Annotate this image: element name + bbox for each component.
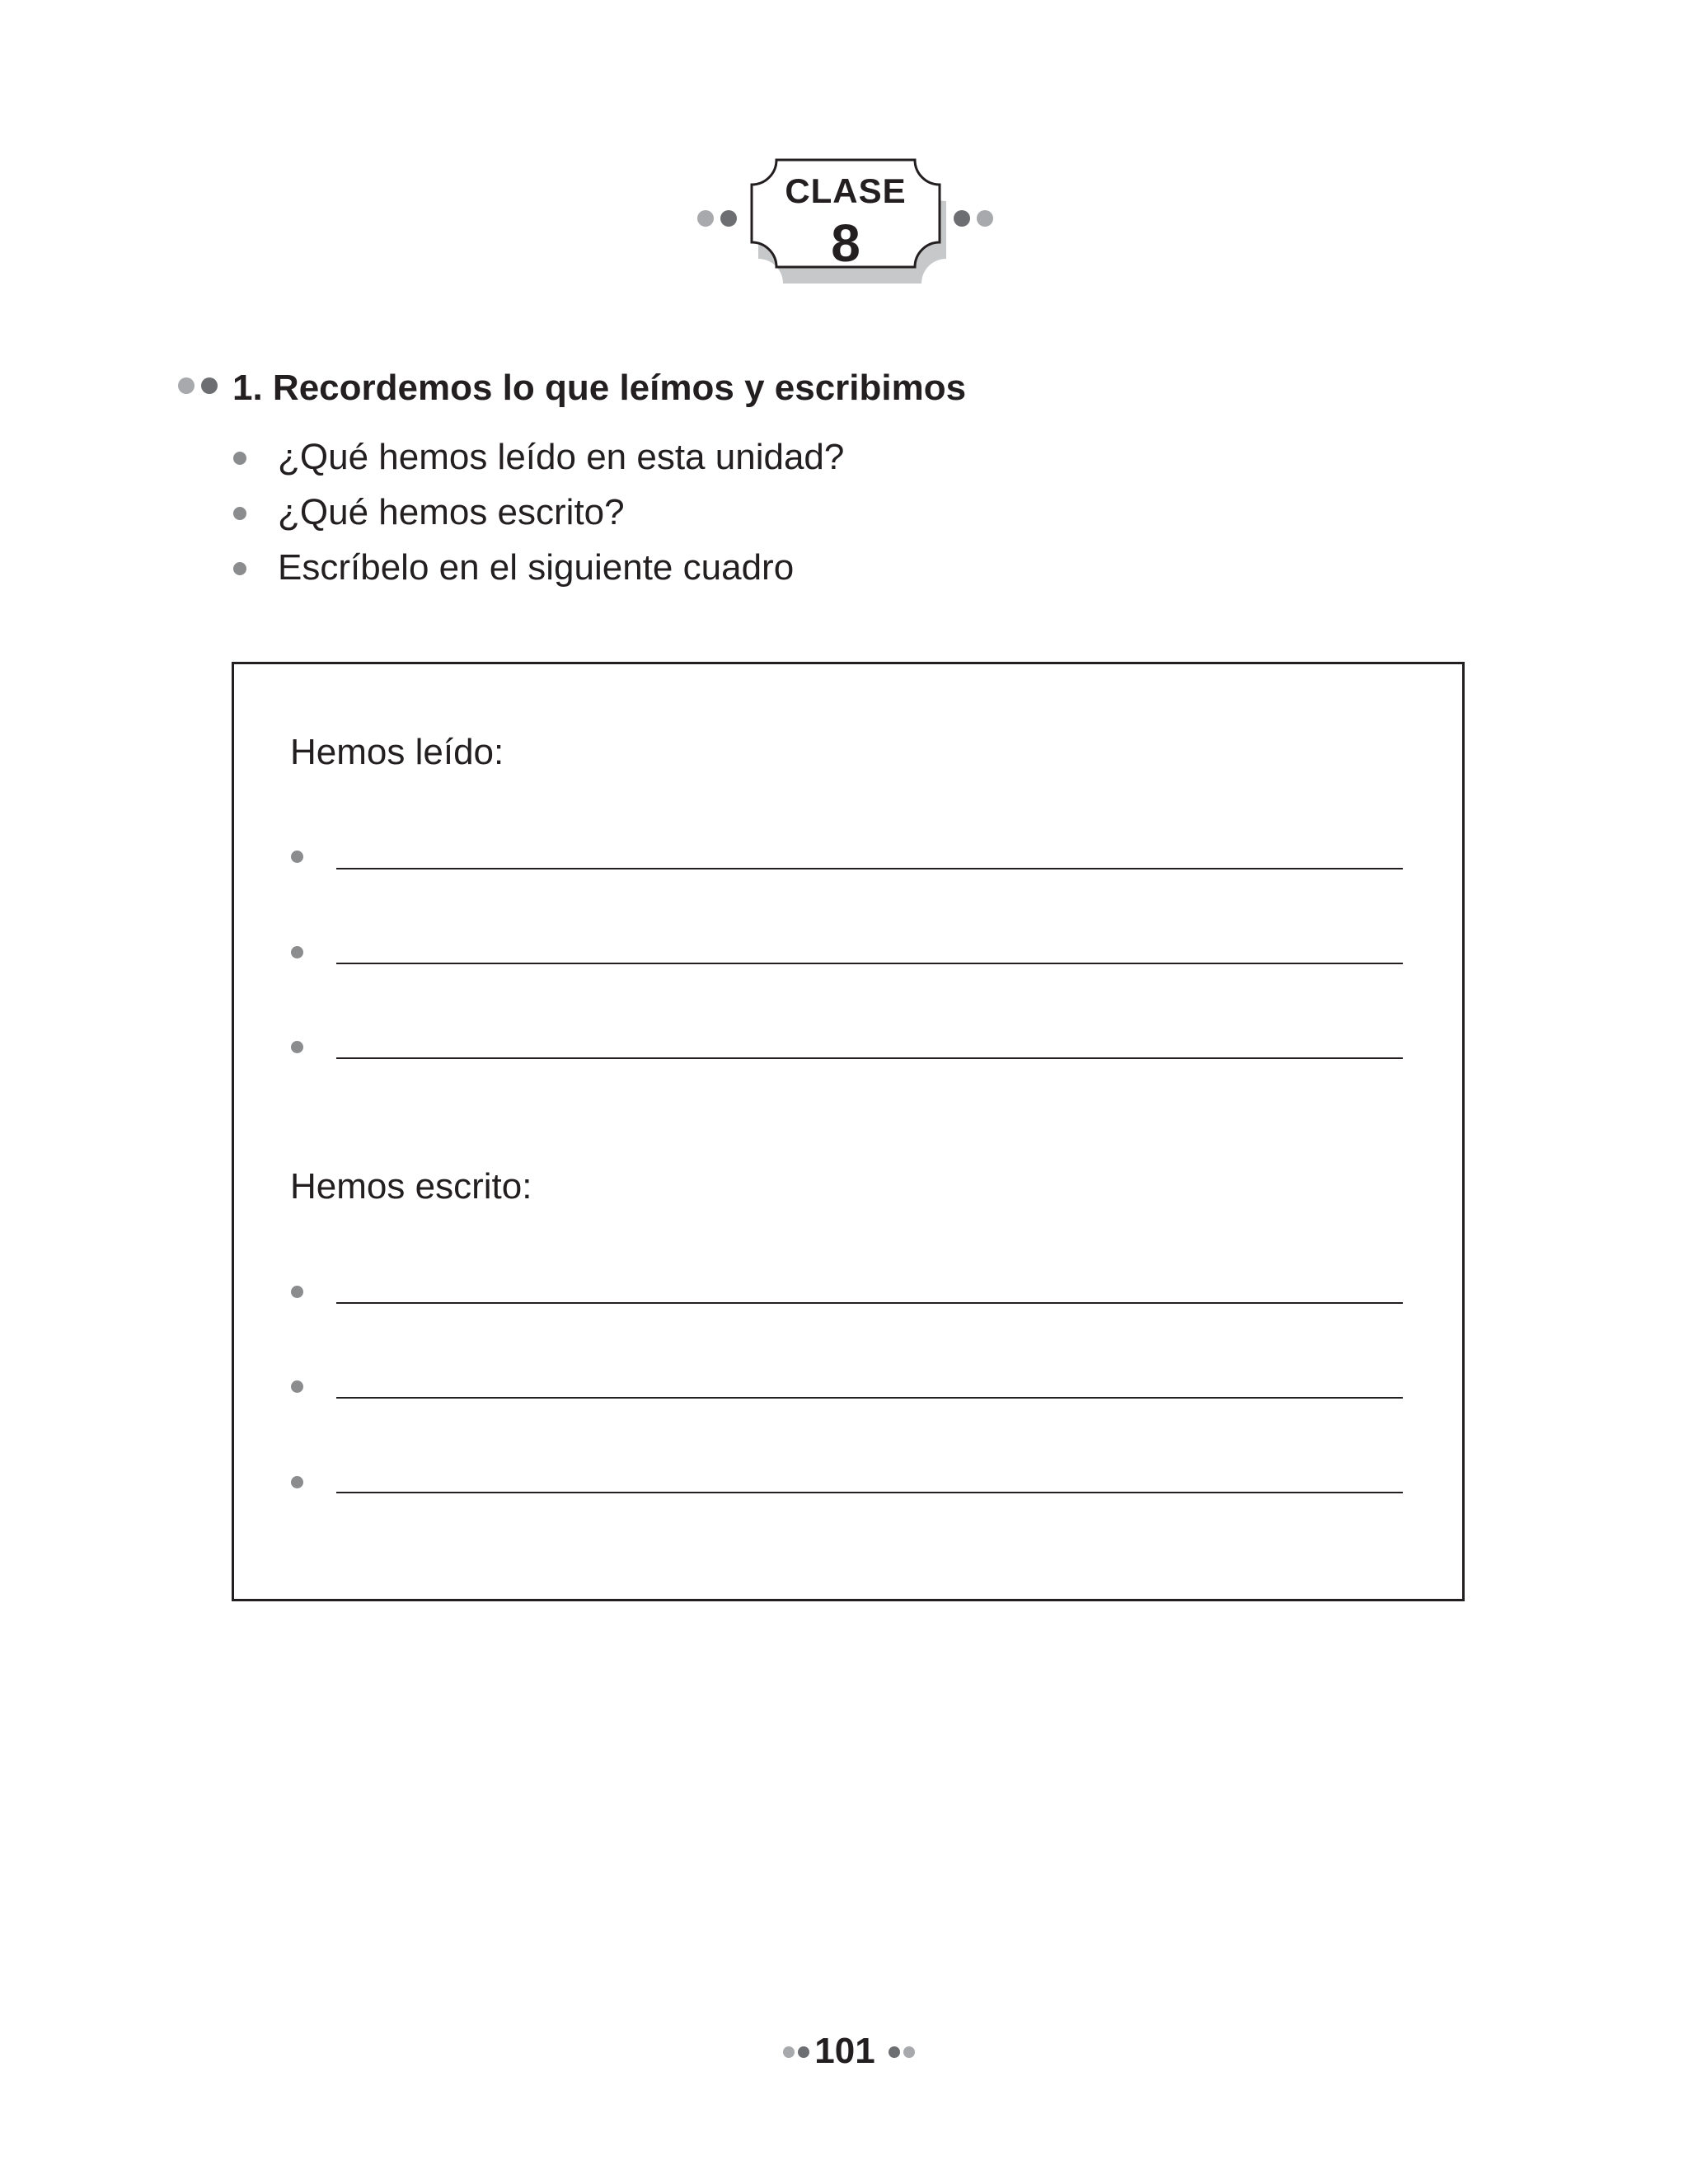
question-item: ¿Qué hemos escrito? (278, 492, 625, 532)
answer-bullet (291, 1286, 303, 1298)
written-answer-line[interactable] (336, 1302, 1403, 1304)
badge-label: CLASE (785, 171, 907, 210)
answer-bullet (291, 1476, 303, 1488)
question-bullet (233, 562, 246, 575)
page-dot-left-inner (798, 2046, 809, 2058)
section-heading: 1. Recordemos lo que leímos y escribimos (232, 368, 967, 408)
answer-bullet (291, 851, 303, 863)
page-dot-left-outer (783, 2046, 795, 2058)
clase-badge (747, 157, 950, 298)
page-number: 101 (814, 2031, 875, 2071)
written-answer-line[interactable] (336, 1492, 1403, 1493)
answer-bullet (291, 1041, 303, 1053)
read-answer-line[interactable] (336, 1057, 1403, 1059)
question-bullet (233, 507, 246, 520)
page-dot-right-outer (903, 2046, 915, 2058)
question-item: Escríbelo en el siguiente cuadro (278, 547, 795, 588)
badge-right-dot-inner (954, 210, 970, 227)
page-dot-right-inner (889, 2046, 900, 2058)
read-answer-line[interactable] (336, 963, 1403, 964)
badge-left-dot-inner (720, 210, 737, 227)
answer-bullet (291, 1380, 303, 1393)
badge-number: 8 (831, 213, 860, 273)
answer-bullet (291, 946, 303, 958)
badge-right-dot-outer (977, 210, 993, 227)
question-bullet (233, 452, 246, 465)
written-answer-line[interactable] (336, 1397, 1403, 1399)
written-label: Hemos escrito: (290, 1166, 532, 1207)
read-answer-line[interactable] (336, 868, 1403, 869)
question-item: ¿Qué hemos leído en esta unidad? (278, 437, 845, 477)
answer-box (232, 662, 1465, 1601)
read-label: Hemos leído: (290, 732, 504, 772)
badge-left-dot-outer (697, 210, 714, 227)
heading-dot-inner (201, 377, 218, 394)
heading-dot-outer (178, 377, 195, 394)
